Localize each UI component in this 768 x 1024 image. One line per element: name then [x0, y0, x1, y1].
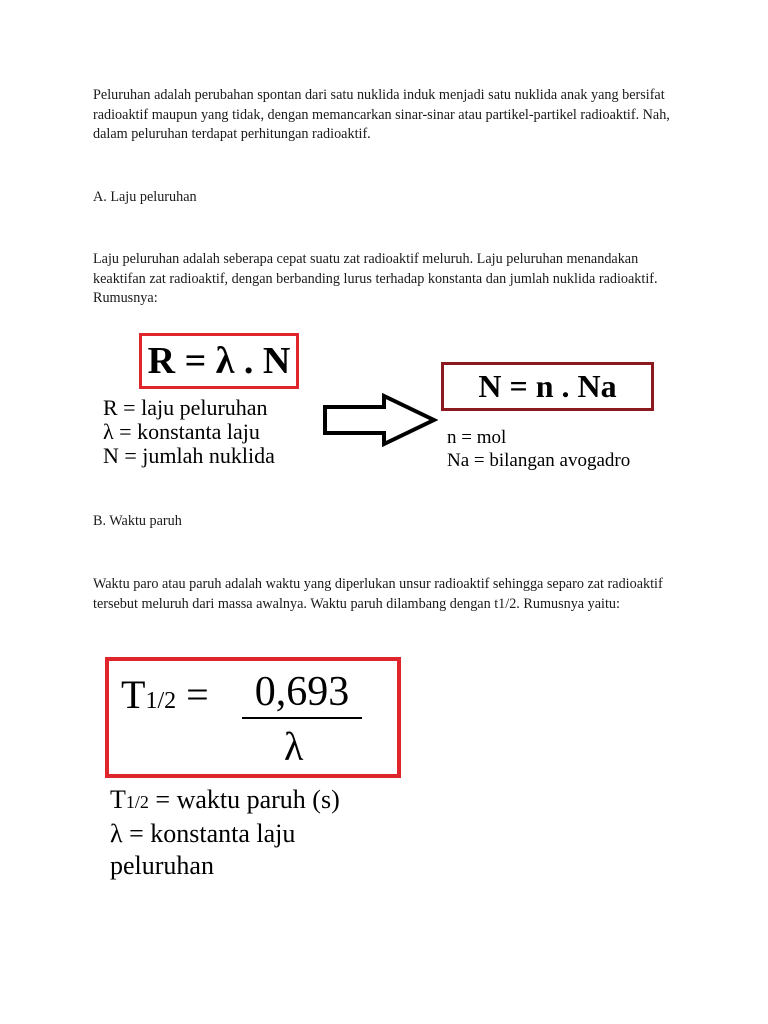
right-arrow-outline-icon	[322, 393, 438, 447]
legend-r: R = laju peluruhan	[103, 395, 268, 420]
formula-denominator: λ	[284, 724, 304, 769]
formula-n: N = n . Na	[478, 368, 617, 404]
formula-rate-legend	[103, 396, 275, 468]
legend-mol: n = mol	[447, 427, 507, 448]
legend-peluruhan: peluruhan	[110, 851, 214, 880]
halflife-subscript: 1/2	[145, 688, 177, 714]
formula-halflife-box	[105, 657, 401, 778]
formula-rate: R = λ . N	[147, 340, 291, 382]
formula-n-legend	[447, 426, 630, 472]
intro-paragraph: Peluruhan adalah perubahan spontan dari satu nuklida induk menjadi satu nuklida anak yang bersifat radioaktif maupun yang tidak, dengan memancarkan sinar-sinar atau partikel-partikel radioaktif. Nah, dalam peluruhan terdapat perhitungan radioaktif.	[93, 87, 670, 142]
legend-n: N = jumlah nuklida	[103, 443, 275, 468]
halflife-symbol: T	[121, 672, 146, 717]
heading-laju-peluruhan: A. Laju peluruhan	[93, 189, 197, 205]
heading-waktu-paruh: B. Waktu paruh	[93, 513, 182, 529]
equals-sign: =	[176, 672, 219, 717]
formula-halflife-legend	[110, 784, 340, 882]
legend-halflife-text: = waktu paruh (s)	[148, 785, 340, 814]
legend-lambda: λ = konstanta laju	[103, 419, 260, 444]
formula-n-box	[441, 362, 654, 411]
formula-rate-box	[139, 333, 299, 389]
legend-lambda-2: λ = konstanta laju	[110, 819, 296, 848]
legend-halflife-symbol: T	[110, 785, 126, 814]
waktu-paragraph: Waktu paro atau paruh adalah waktu yang diperlukan unsur radioaktif sehingga separo zat radioaktif tersebut meluruh dari massa awalnya. Waktu paruh dilambang dengan t1/2. Rumusnya yaitu:	[93, 576, 663, 612]
formula-halflife-lhs	[121, 671, 219, 718]
laju-paragraph: Laju peluruhan adalah seberapa cepat suatu zat radioaktif meluruh. Laju peluruhan menandakan keaktifan zat radioaktif, dengan berbanding lurus terhadap konstanta dan jumlah nuklida radioaktif. Rumusnya:	[93, 251, 658, 306]
formula-numerator: 0,693	[242, 669, 362, 719]
legend-halflife	[110, 784, 340, 818]
legend-halflife-subscript: 1/2	[125, 792, 149, 812]
legend-avogadro: Na = bilangan avogadro	[447, 450, 631, 471]
